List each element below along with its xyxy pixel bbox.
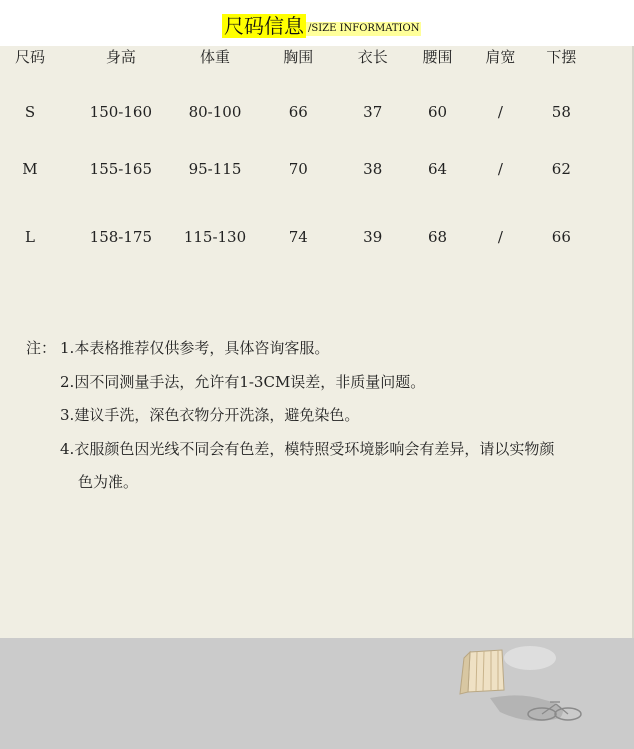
table-row (0, 67, 600, 135)
note-text: 衣服颜色因光线不同会有色差，模特照受环境影响会有差异，请以实物颜 (74, 439, 555, 458)
cell-hem: 66 (551, 228, 571, 246)
table-header-row (0, 46, 600, 67)
cell-length: 38 (363, 160, 383, 178)
note-text: 因不同测量手法，允许有1-3CM误差，非质量问题。 (74, 372, 426, 391)
header-length: 衣长 (357, 48, 388, 66)
note-item (26, 433, 626, 467)
box-and-bicycle-illustration (450, 640, 590, 730)
cell-size: L (24, 228, 35, 246)
cell-chest: 66 (288, 103, 308, 121)
notes (26, 332, 626, 500)
cell-weight: 95-115 (188, 160, 242, 178)
cell-size: M (22, 160, 38, 178)
cell-length: 39 (363, 228, 383, 246)
cell-waist: 64 (428, 160, 448, 178)
note-item (26, 366, 626, 400)
note-number: 3. (60, 406, 75, 424)
header-hem: 下摆 (546, 48, 577, 66)
size-table (0, 46, 600, 271)
cell-height: 155-165 (89, 160, 152, 178)
cell-shoulder: / (497, 228, 503, 246)
note-number: 1. (60, 339, 75, 357)
note-text: 本表格推荐仅供参考，具体咨询客服。 (74, 339, 330, 357)
note-item (26, 399, 626, 433)
cell-chest: 74 (288, 228, 308, 246)
title (222, 12, 421, 38)
header-shoulder: 肩宽 (485, 48, 516, 66)
note-number: 4. (60, 439, 75, 458)
cell-hem: 62 (551, 160, 571, 178)
cell-waist: 68 (428, 228, 448, 246)
header-bar (0, 0, 634, 46)
title-subtitle: /SIZE INFORMATION (308, 23, 420, 34)
note-continuation: 色为准。 (78, 473, 139, 491)
cell-weight: 115-130 (183, 228, 247, 246)
header-size: 尺码 (14, 48, 45, 66)
header-waist: 腰围 (422, 48, 453, 66)
header-height: 身高 (105, 48, 136, 66)
note-number: 2. (60, 372, 75, 391)
cell-shoulder: / (497, 103, 503, 121)
cell-waist: 60 (428, 103, 448, 121)
cell-height: 158-175 (89, 228, 152, 246)
cell-size: S (24, 103, 36, 121)
header-chest: 胸围 (283, 48, 314, 66)
note-text: 建议手洗，深色衣物分开洗涤，避免染色。 (74, 406, 360, 424)
cell-weight: 80-100 (188, 103, 242, 121)
table-row (0, 203, 600, 271)
cell-shoulder: / (497, 160, 503, 178)
title-main: 尺码信息 (224, 14, 304, 38)
notes-prefix: 注： (26, 339, 57, 357)
table-row (0, 135, 600, 203)
size-panel (0, 46, 634, 638)
cell-height: 150-160 (89, 103, 152, 121)
cell-length: 37 (363, 103, 383, 121)
header-weight: 体重 (199, 48, 230, 66)
cell-hem: 58 (551, 103, 571, 121)
note-item (26, 332, 626, 366)
cell-chest: 70 (288, 160, 308, 178)
